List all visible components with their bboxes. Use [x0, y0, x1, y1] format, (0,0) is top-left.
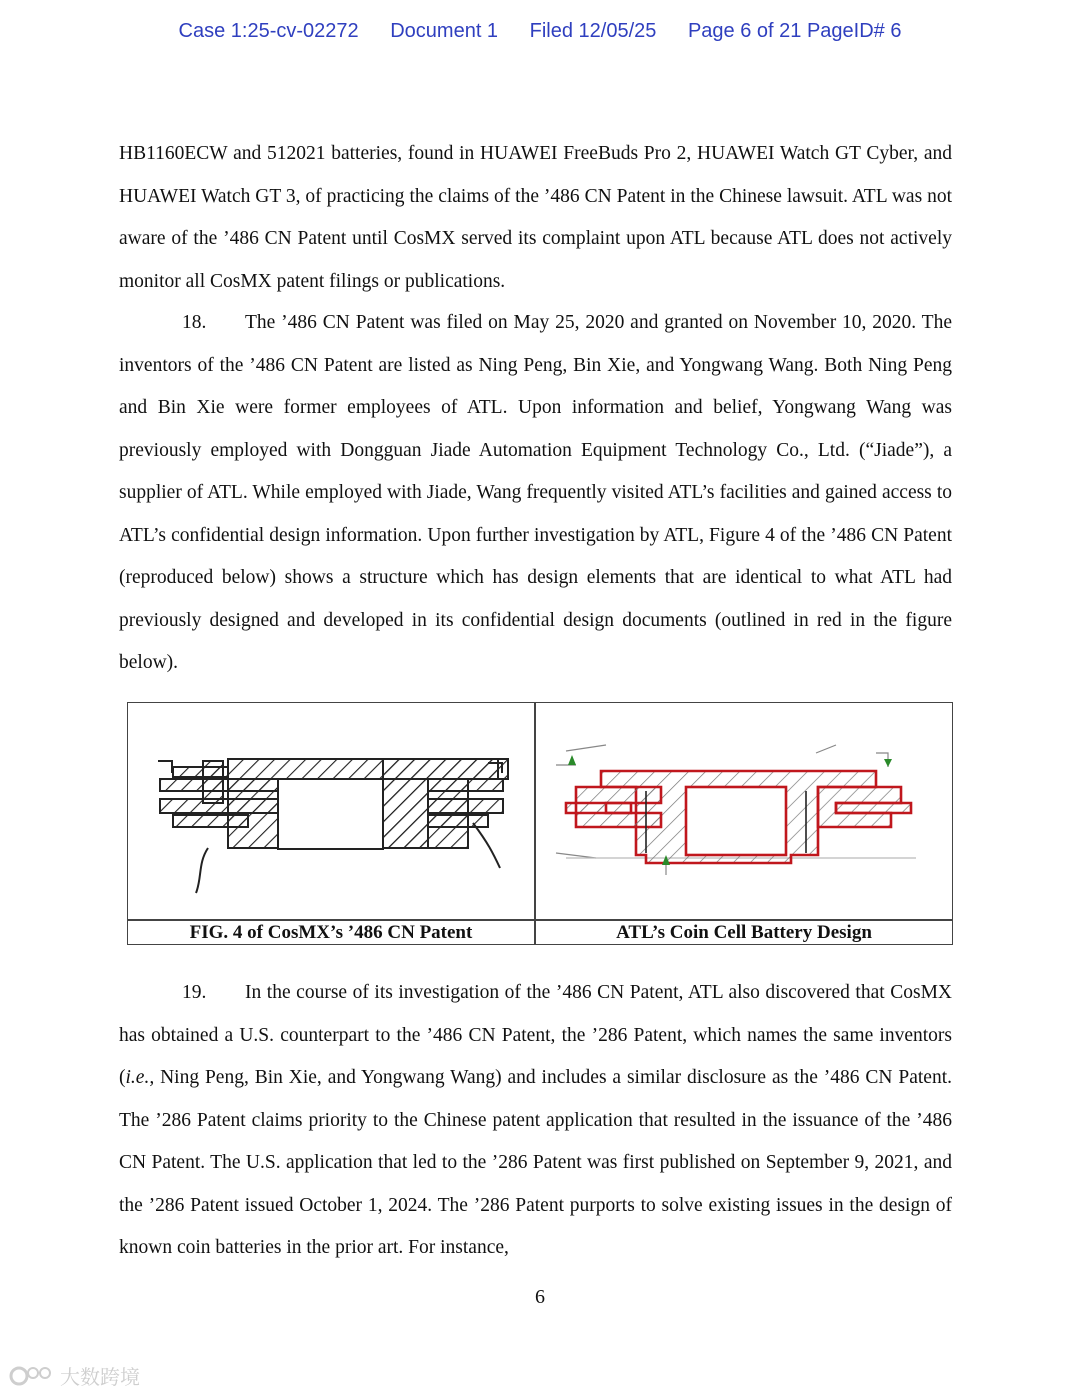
paragraph-text: HB1160ECW and 512021 batteries, found in HUAWEI FreeBuds Pro 2, HUAWEI Watch GT Cyber, and HUAWEI Watch GT 3, of practicing the claims of the ’486 CN Patent in the Chinese lawsuit. ATL was not aware of the ’486 CN Patent until CosMX served its complaint upon ATL because ATL does not actively monitor all CosMX patent filings or publications. — [119, 143, 952, 292]
page-number: 6 — [535, 1286, 545, 1308]
paragraph-text: The ’486 CN Patent was filed on May 25, 2020 and granted on November 10, 2020. The inventors of the ’486 CN Patent are listed as Ning Peng, Bin Xie, and Yongwang Wang. Both Ning Peng and Bin Xie were former employees of ATL. Upon information and belief, Yongwang Wang was previously employed with Dongguan Jiade Automation Equipment Technology Co., Ltd. (“Jiade”), a supplier of ATL. While employed with Jiade, Wang frequently visited ATL’s facilities and gained access to ATL’s confidential design information. Upon further investigation by ATL, Figure 4 of the ’486 CN Patent (reproduced below) shows a structure which has design elements that are identical to what ATL had previously designed and developed in its confidential design documents (outlined in red in the figure below). — [119, 312, 952, 673]
watermark — [8, 1361, 140, 1390]
patent-figure-4 — [128, 703, 534, 919]
paragraph-number: 18. — [182, 312, 207, 333]
paragraph-17-continuation — [119, 133, 952, 303]
paragraph-text-a: In the course of its investigation of the ’486 CN Patent, ATL also discovered that CosMX has obtained a U.S. counterpart to the ’486 CN Patent, the ’286 Patent, which names the same inventors ( — [119, 982, 952, 1088]
paragraph-text-ie: i.e., — [125, 1067, 155, 1088]
header-document: Document 1 — [390, 20, 499, 42]
paragraph-number: 19. — [182, 982, 207, 1003]
paragraph-text-b: Ning Peng, Bin Xie, and Yongwang Wang) and includes a similar disclosure as the ’486 CN Patent. The ’286 Patent claims priority to the Chinese patent application that resulted in the issuance of the ’486 CN Patent. The U.S. application that led to the ’286 Patent was first published on September 9, 2021, and the ’286 Patent issued October 1, 2024. The ’286 Patent purports to solve existing issues in the design of known coin batteries in the prior art. For instance, — [119, 1067, 952, 1258]
figure-comparison-table — [127, 702, 953, 945]
header-page-id: Page 6 of 21 PageID# 6 — [687, 20, 902, 42]
case-header — [0, 20, 1080, 43]
header-case-number: Case 1:25-cv-02272 — [178, 20, 359, 42]
paragraph-19 — [119, 972, 952, 1270]
paragraph-18 — [119, 302, 952, 685]
patent-drawing-image — [128, 703, 534, 919]
watermark-logo-icon — [8, 1365, 54, 1387]
watermark-text: 大数跨境 — [60, 1365, 140, 1389]
atl-drawing-image — [536, 703, 952, 919]
header-filed-date: Filed 12/05/25 — [529, 20, 657, 42]
atl-design-drawing — [536, 703, 952, 919]
table-divider-vertical — [534, 703, 536, 944]
right-figure-caption: ATL’s Coin Cell Battery Design — [616, 922, 872, 943]
left-figure-caption: FIG. 4 of CosMX’s ’486 CN Patent — [189, 922, 473, 943]
